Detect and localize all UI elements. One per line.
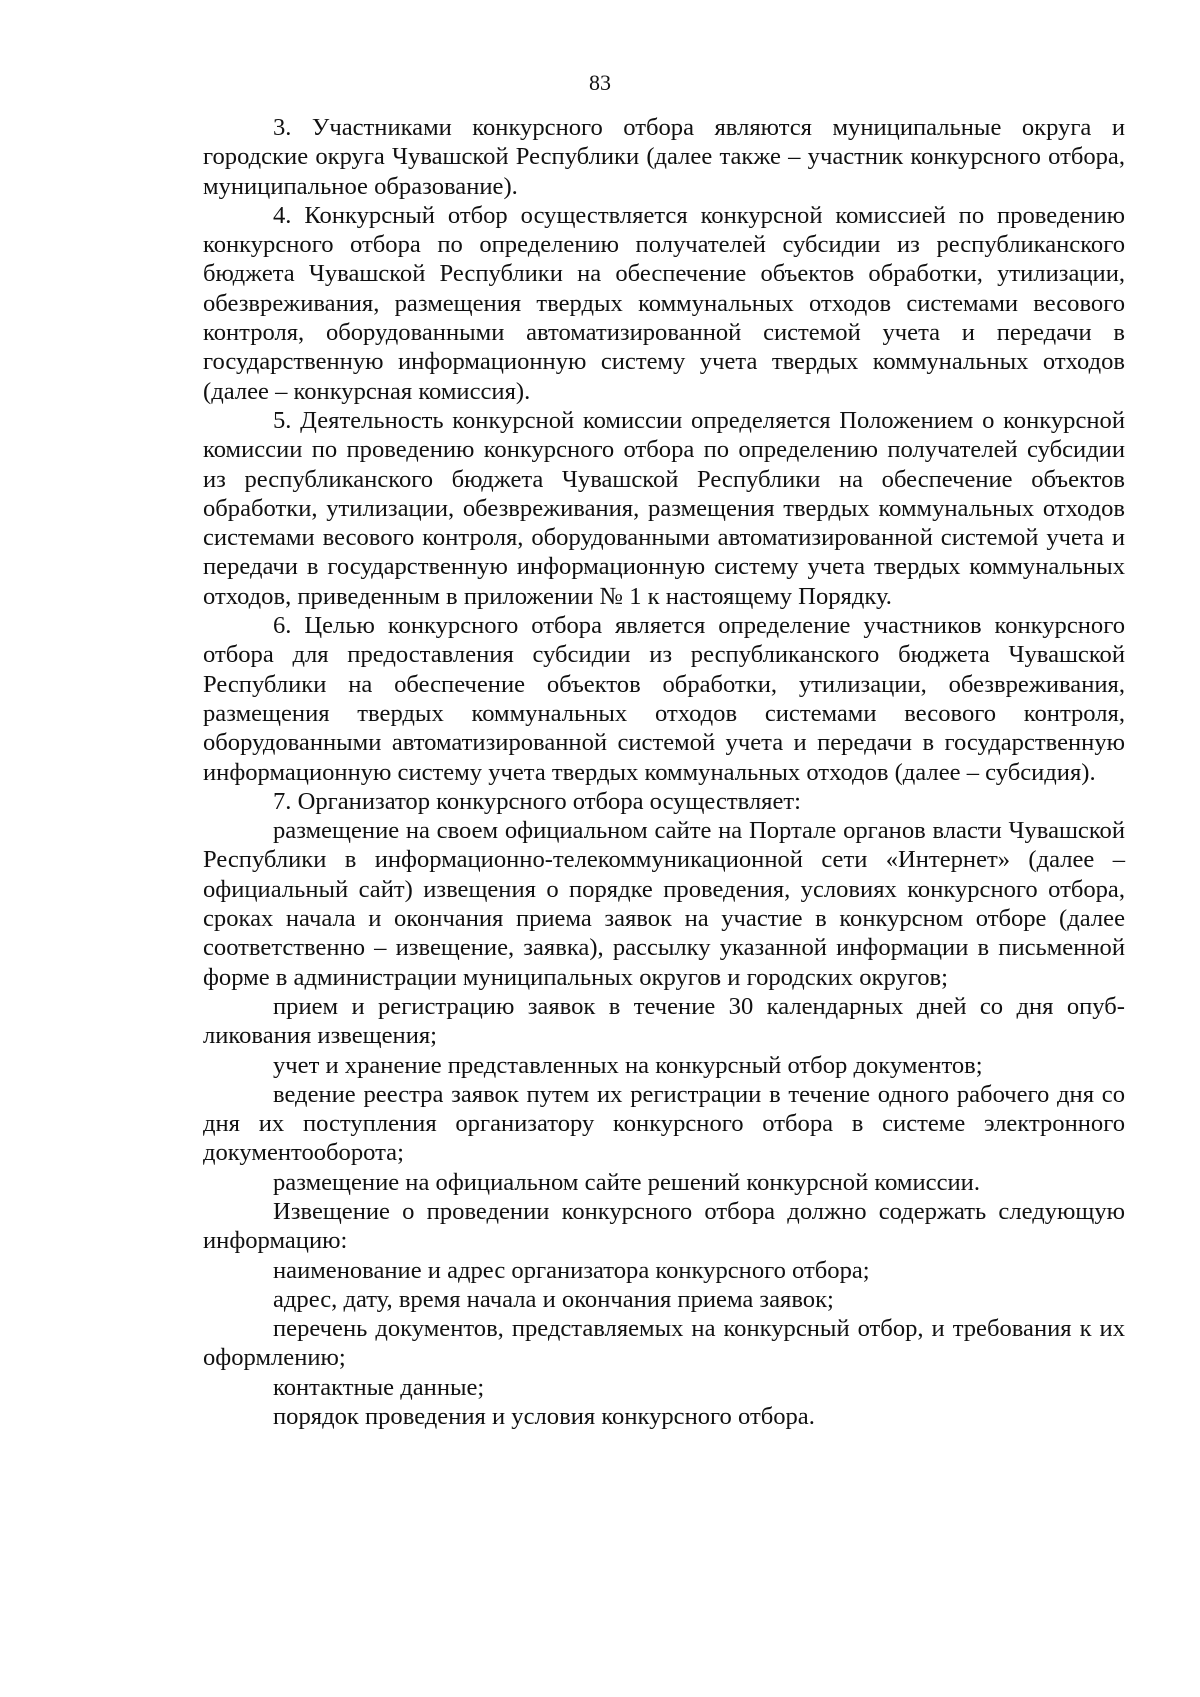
organizer-duty-registry: ведение реестра заявок путем их регистрации в течение одного рабочего дня со дня их поступления организатору конкурсного отбора в системе электронного документооборота; [203, 1080, 1125, 1167]
paragraph-item-7: 7. Организатор конкурсного отбора осуществляет: [273, 787, 801, 815]
organizer-duty-decisions: размещение на официальном сайте решений конкурсной комиссии. [273, 1168, 980, 1196]
organizer-duty-publish: размещение на своем официальном сайте на Портале органов власти Чувашской Республики в информационно-телекоммуникационной сети «Интернет» (далее – официальный сайт) извещения о порядке проведения, условиях конкурсного отбора, сроках начала и окончания приема заявок на участие в конкурсном отборе (далее соответственно – извещение, заявка), рассылку указанной информации в письменной форме в администрации муниципальных округов и городских округов; [203, 817, 1125, 991]
notice-item-procedure: порядок проведения и условия конкурсного отбора. [273, 1403, 815, 1431]
paragraph-item-5: 5. Деятельность конкурсной комиссии определяется Положением о конкурсной комиссии по проведению конкурсного отбора по определению получателей субсидии из республиканского бюджета Чувашской Республики на обеспечение объектов обработки, утилизации, обезвреживания, размещения твердых коммунальных отходов системами весового контроля, оборудованными автоматизированной системой учета и передачи в государственную информационную систему учета твердых коммунальных отходов, приведенным в приложении № 1 к настоящему Порядку. [203, 406, 1125, 610]
notice-item-contacts: контактные данные; [273, 1373, 485, 1401]
paragraph-item-6: 6. Целью конкурсного отбора является определение участников конкурсного отбора для предоставления субсидии из республиканского бюджета Чувашской Республики на обеспечение объектов обработки, утилизации, обезвреживания, размещения твердых коммунальных отходов системами весового контроля, оборудованными автоматизированной системой учета и передачи в государственную информационную систему учета твердых коммунальных отходов (далее – субсидия). [203, 612, 1125, 786]
document-body [203, 113, 1125, 1431]
notice-item-organizer: наименование и адрес организатора конкурсного отбора; [273, 1256, 870, 1284]
page-number: 83 [589, 70, 611, 95]
paragraph-item-3: 3. Участниками конкурсного отбора являются муниципальные округа и городские округа Чувашской Республики (далее также – участник конкурсного отбора, муниципальное образование). [203, 114, 1125, 200]
organizer-duty-storage: учет и хранение представленных на конкурсный отбор документов; [273, 1051, 983, 1079]
organizer-duty-registration: прием и регистрацию заявок в течение 30 календарных дней со дня опубликования извещения; [203, 992, 1125, 1050]
notice-item-documents: перечень документов, представляемых на конкурсный отбор, и требования к их оформлению; [203, 1315, 1125, 1372]
paragraph-item-4: 4. Конкурсный отбор осуществляется конкурсной комиссией по проведению конкурсного отбора по определению получателей субсидии из республиканского бюджета Чувашской Республики на обеспечение объектов обработки, утилизации, обезвреживания, размещения твердых коммунальных отходов системами весового контроля, оборудованными автоматизированной системой учета и передачи в государственную информационную систему учета твердых коммунальных отходов (далее – конкурсная комиссия). [203, 201, 1125, 405]
notice-item-dates: адрес, дату, время начала и окончания приема заявок; [273, 1285, 834, 1313]
notice-requirements-intro: Извещение о проведении конкурсного отбора должно содержать следующую информацию: [203, 1197, 1125, 1255]
